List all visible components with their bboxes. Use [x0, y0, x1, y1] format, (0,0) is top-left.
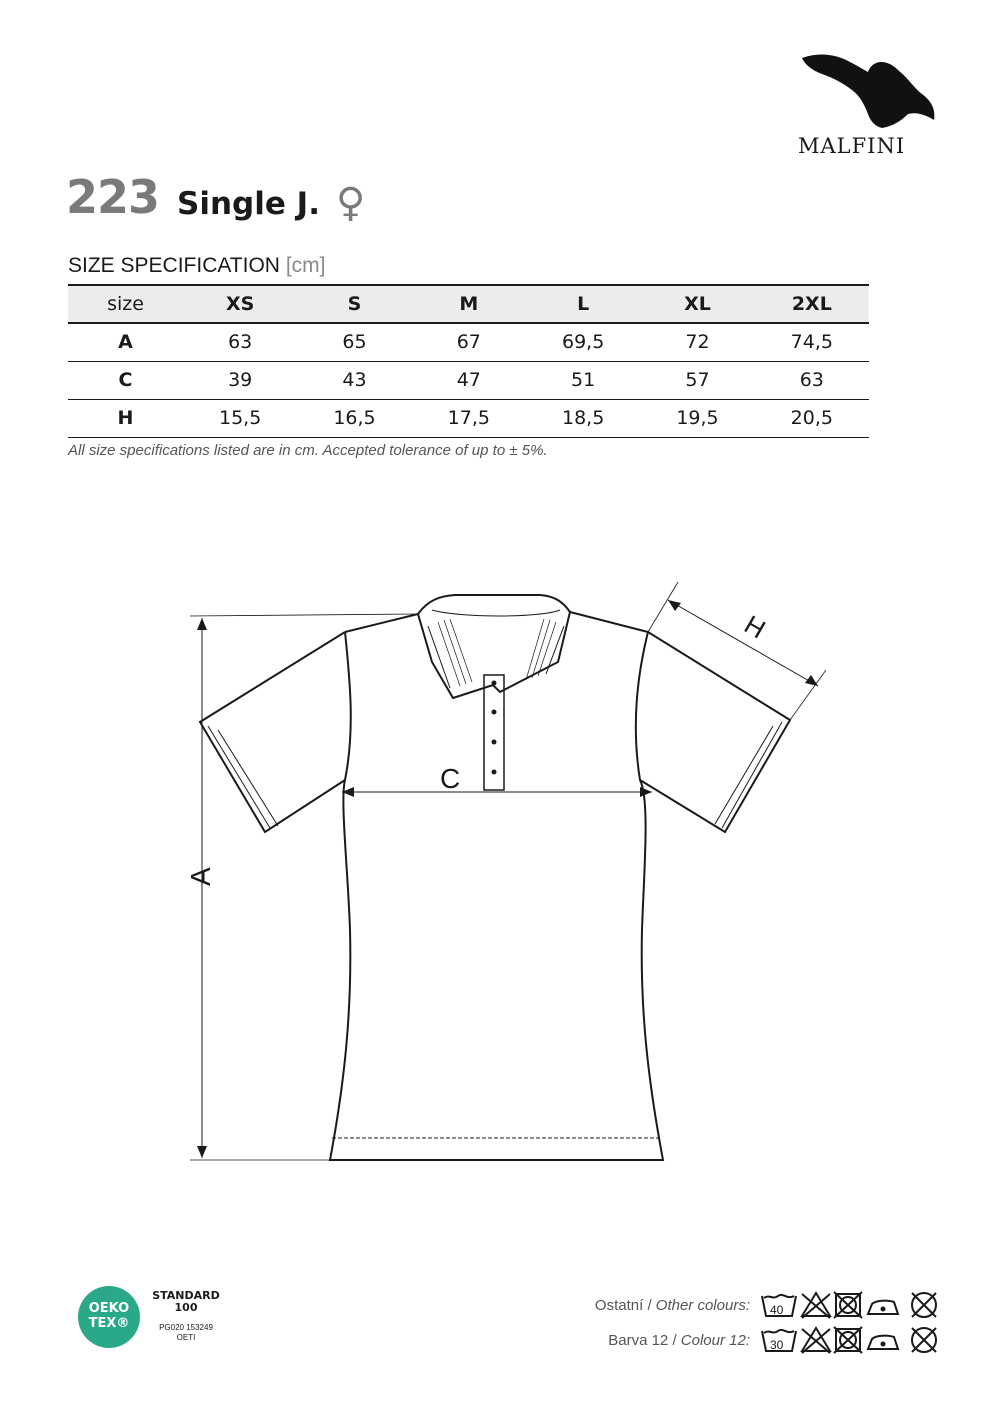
eagle-icon — [798, 48, 938, 130]
product-name: Single J. — [177, 186, 320, 222]
oeko-tex-badge — [78, 1286, 140, 1348]
spec-title-text: SIZE SPECIFICATION — [68, 254, 280, 277]
table-cell: 67 — [456, 331, 481, 354]
oeko-badge-line1: OEKO — [88, 1301, 130, 1316]
standard-line2: 100 — [174, 1301, 198, 1314]
table-row — [68, 399, 869, 437]
standard-line1: STANDARD — [152, 1289, 220, 1302]
iron-icon — [868, 1301, 898, 1314]
column-header: size — [107, 293, 144, 315]
row-label: H — [117, 407, 134, 429]
column-header: M — [459, 293, 479, 315]
no-tumble-dry-icon — [834, 1327, 862, 1353]
table-cell: 51 — [571, 369, 596, 391]
shirt-body-outline — [330, 632, 663, 1160]
no-bleach-icon — [802, 1328, 830, 1353]
column-header: L — [577, 293, 590, 315]
collar-ribbing — [438, 619, 556, 686]
column-header: S — [347, 293, 362, 315]
shoulder-left — [345, 614, 418, 632]
table-header-row — [68, 285, 869, 323]
row-label: A — [118, 331, 133, 354]
table-cell: 20,5 — [790, 407, 833, 429]
buttons — [492, 681, 497, 775]
polo-shirt-drawing — [170, 570, 850, 1180]
cert-code-line2: OETI — [176, 1333, 196, 1342]
female-icon: ♀ — [336, 180, 366, 226]
table-row — [68, 361, 869, 399]
column-header: XS — [225, 293, 255, 315]
care-icons-other — [760, 1290, 942, 1320]
table-cell: 57 — [685, 369, 710, 391]
sleeve-right — [640, 632, 790, 832]
tolerance-note: All size specifications listed are in cm. Accepted tolerance of up to ± 5%. — [68, 442, 548, 459]
no-tumble-dry-icon — [834, 1292, 862, 1318]
row-label: C — [118, 369, 133, 391]
care-other-colours-label — [595, 1297, 750, 1314]
product-code: 223 — [66, 170, 160, 224]
shoulder-right — [570, 612, 648, 632]
table-cell: 19,5 — [676, 407, 719, 429]
column-header: 2XL — [791, 293, 832, 315]
care-colour-12-label — [608, 1332, 750, 1349]
cert-code-line1: PG020 153249 — [159, 1323, 213, 1332]
table-cell: 69,5 — [561, 331, 605, 354]
care-label-en: Other colours: — [655, 1297, 750, 1314]
brand-name: MALFINI — [798, 134, 906, 158]
wash-temp: 40 — [770, 1303, 784, 1317]
table-cell: 72 — [685, 331, 710, 354]
care-label-cz: Ostatní / — [594, 1297, 656, 1314]
no-bleach-icon — [802, 1293, 830, 1318]
table-cell: 47 — [456, 369, 481, 391]
care-icons-colour-12 — [760, 1325, 942, 1355]
column-header: XL — [684, 293, 711, 315]
table-cell: 74,5 — [790, 331, 833, 354]
spec-unit: [cm] — [285, 254, 326, 277]
label-h: H — [739, 609, 771, 645]
size-table — [68, 284, 869, 438]
certification-code — [148, 1323, 224, 1343]
table-cell: 16,5 — [333, 407, 376, 429]
sleeve-left — [200, 632, 345, 832]
table-cell: 39 — [228, 369, 253, 391]
wash-temp: 30 — [770, 1338, 784, 1352]
table-cell: 18,5 — [561, 407, 605, 429]
table-cell: 65 — [342, 331, 367, 354]
no-dry-clean-icon — [912, 1293, 936, 1317]
table-cell: 63 — [799, 369, 824, 391]
oeko-badge-line2: TEX® — [88, 1316, 130, 1331]
brand-logo — [790, 48, 940, 158]
spec-title — [68, 254, 325, 278]
table-cell: 43 — [342, 369, 367, 391]
table-cell: 15,5 — [219, 407, 262, 429]
care-label-en: Colour 12: — [680, 1332, 750, 1349]
standard-label — [148, 1290, 224, 1314]
measure-line-h — [668, 600, 818, 686]
care-label-cz: Barva 12 / — [608, 1332, 681, 1349]
table-row — [68, 323, 869, 361]
table-cell: 63 — [228, 331, 253, 354]
no-dry-clean-icon — [912, 1328, 936, 1352]
label-a: A — [185, 867, 216, 886]
table-cell: 17,5 — [447, 407, 490, 429]
label-c: C — [440, 763, 461, 794]
iron-icon — [868, 1336, 898, 1349]
